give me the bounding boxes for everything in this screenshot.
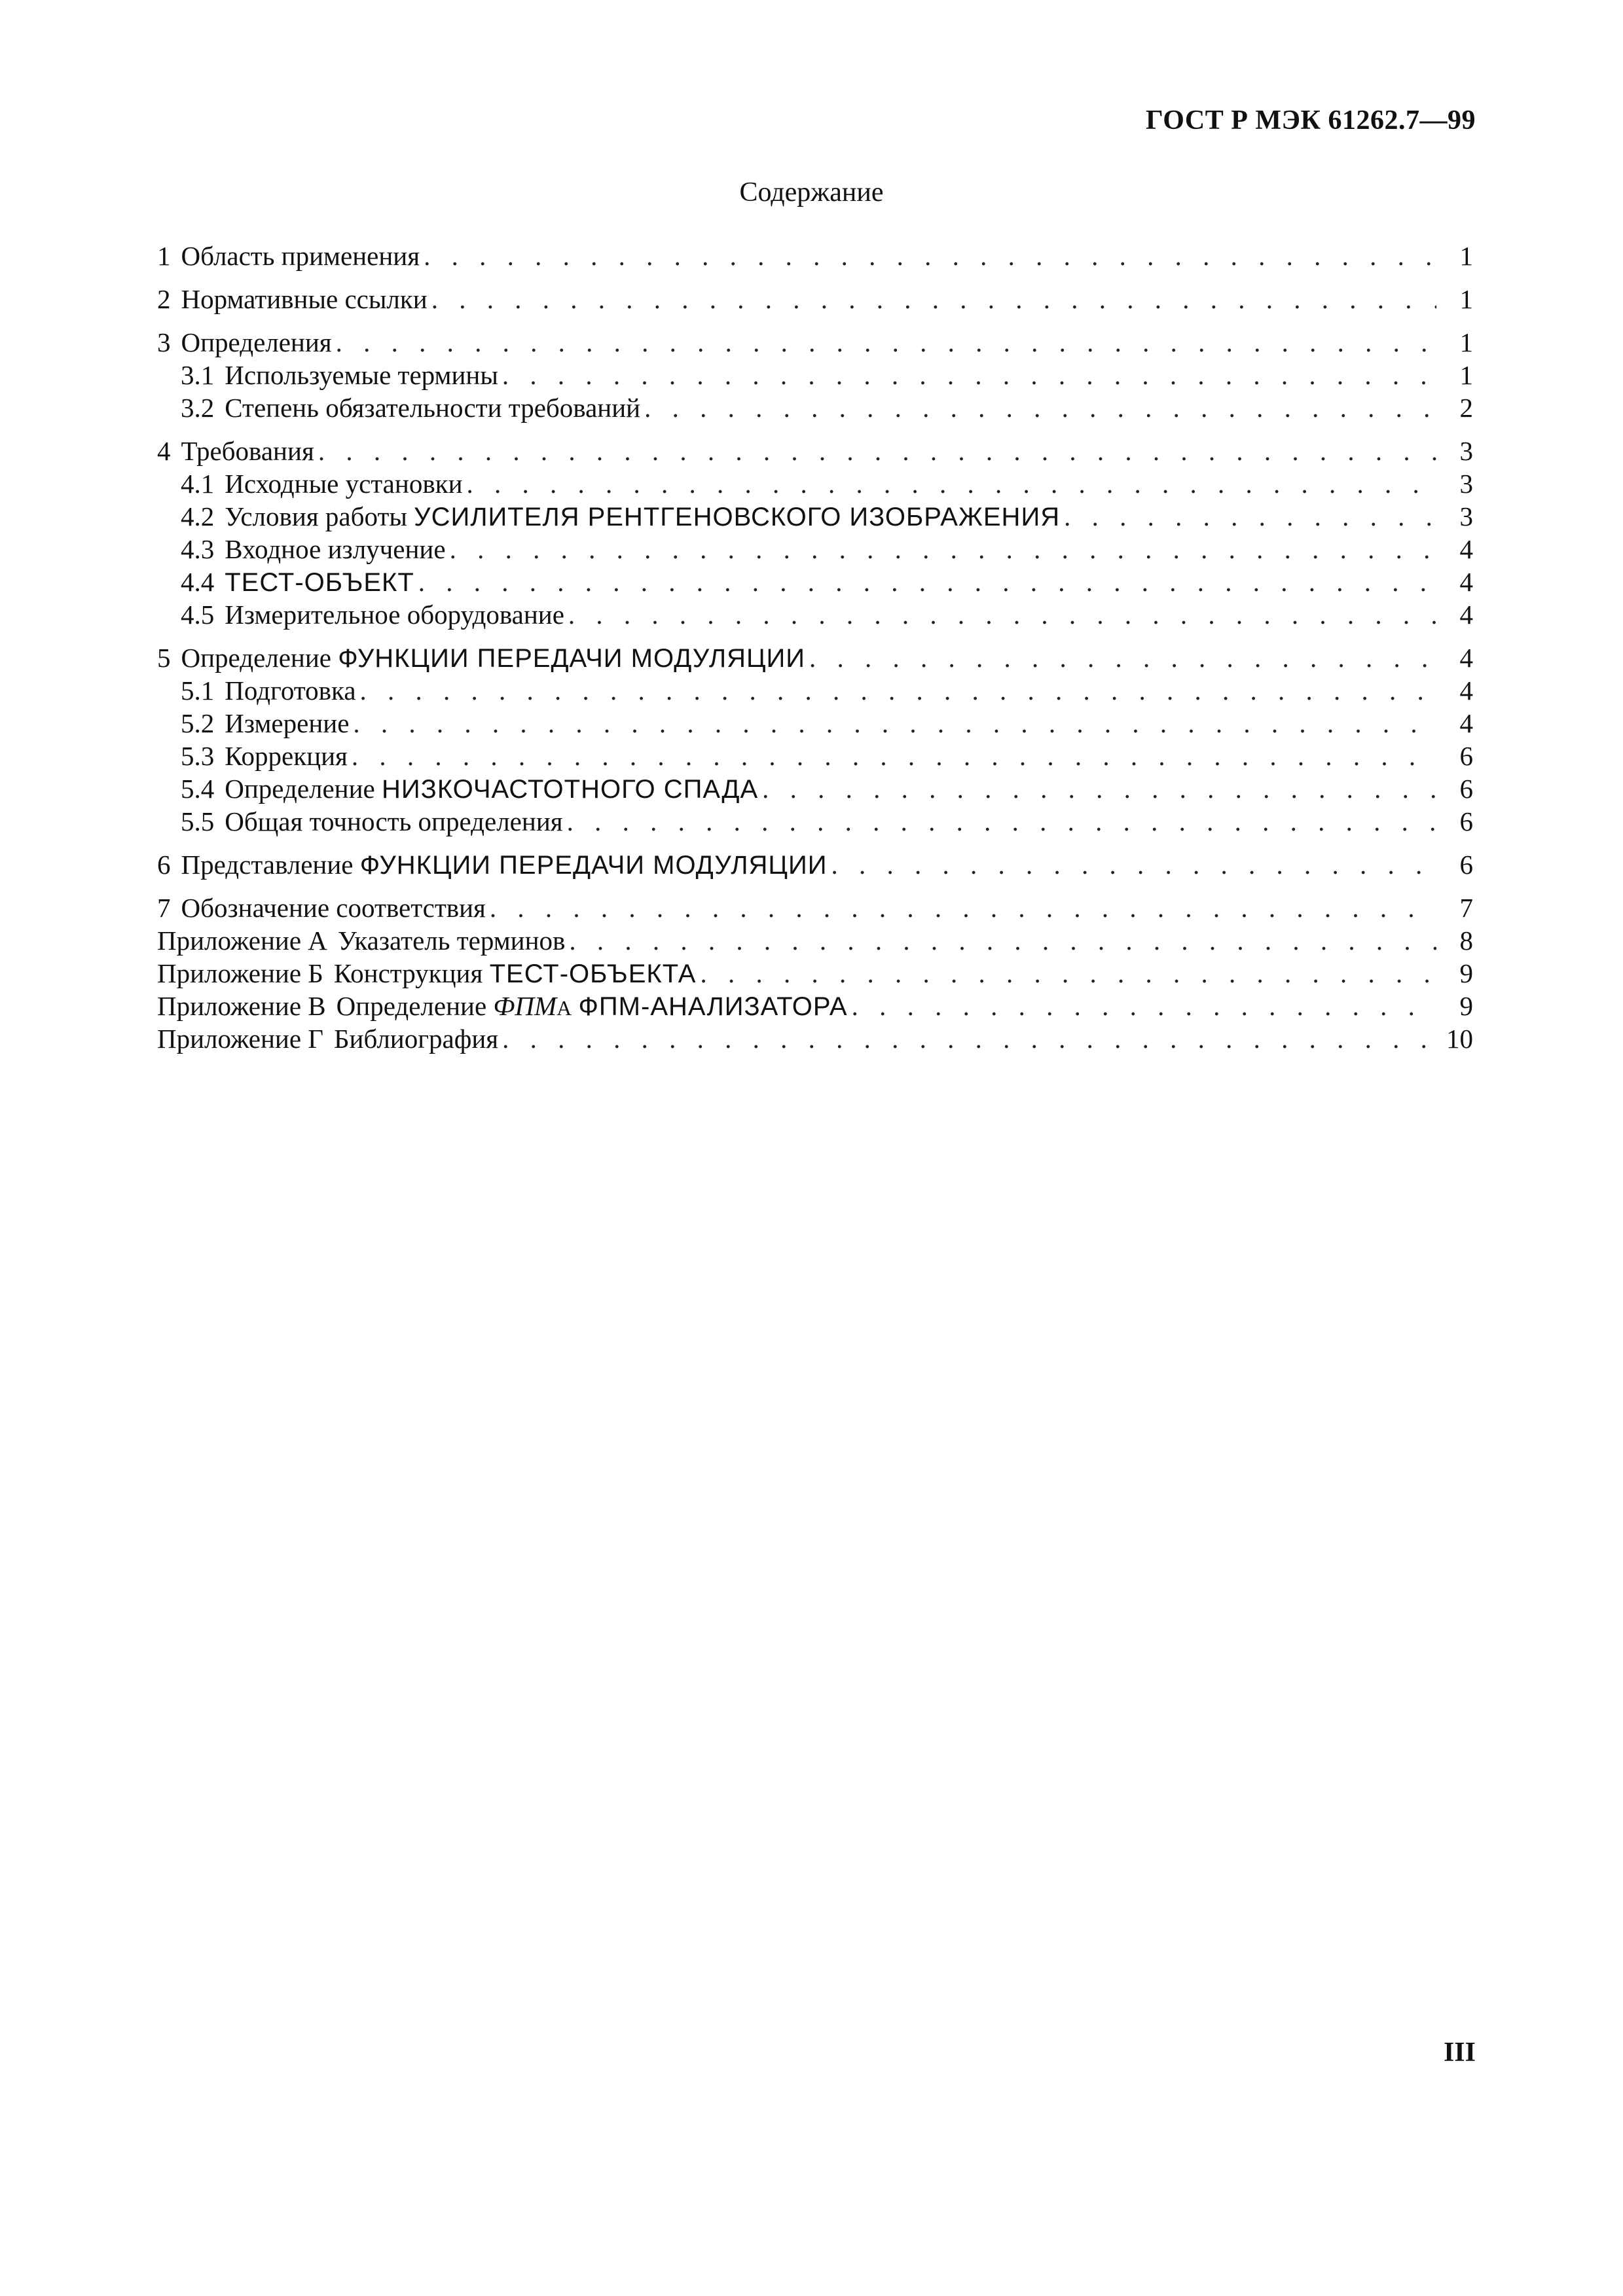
toc-entry-number: 4.4 — [181, 567, 215, 597]
toc-entry-title-prefix: Определение — [336, 991, 487, 1021]
toc-entry-3[interactable] — [157, 326, 1473, 359]
document-code-header: ГОСТ Р МЭК 61262.7—99 — [1146, 105, 1476, 135]
toc-entry-number: 5.1 — [181, 675, 215, 706]
toc-entry-page: 3 — [1459, 469, 1473, 499]
toc-entry-title: Используемые термины — [225, 360, 498, 390]
toc-entry-number: 3.2 — [181, 393, 215, 423]
toc-entry-title: Измерительное оборудование — [225, 600, 564, 630]
toc-entry-title: Указатель терминов — [337, 925, 566, 956]
toc-entry-title-prefix: Определение — [181, 643, 332, 673]
toc-entry-title — [181, 848, 828, 882]
toc-entry-5-2[interactable] — [157, 707, 1473, 740]
toc-leader-dots — [418, 565, 1436, 598]
toc-leader-dots — [644, 391, 1436, 424]
toc-entry-4-4[interactable] — [157, 565, 1473, 598]
toc-leader-dots — [336, 326, 1436, 359]
toc-entry-page: 3 — [1459, 436, 1473, 466]
toc-title: Содержание — [739, 177, 884, 207]
toc-leader-dots — [1064, 500, 1436, 533]
toc-entry-title: Определения — [181, 327, 332, 357]
toc-leader-dots — [762, 772, 1436, 805]
toc-entry-number: 5.2 — [181, 708, 215, 738]
toc-entry-number: 2 — [157, 284, 171, 314]
toc-leader-dots — [490, 891, 1436, 924]
toc-entry-number: 3.1 — [181, 360, 215, 390]
toc-entry-defined-term: ФУНКЦИИ ПЕРЕДАЧИ МОДУЛЯЦИИ — [338, 644, 806, 673]
toc-entry-title: Общая точность определения — [225, 806, 563, 836]
toc-leader-dots — [502, 1022, 1436, 1055]
toc-entry-defined-term: ТЕСТ-ОБЪЕКТ — [225, 568, 414, 597]
toc-entry-page: 9 — [1459, 991, 1473, 1021]
toc-leader-dots — [352, 740, 1436, 772]
toc-entry-number: 5.3 — [181, 741, 215, 771]
toc-entry-3-1[interactable] — [157, 359, 1473, 391]
toc-leader-dots — [700, 957, 1436, 990]
toc-entry-title — [225, 500, 1060, 533]
toc-entry-title-prefix: Условия работы — [225, 501, 407, 531]
toc-entry-title — [181, 641, 806, 675]
toc-entry-5-3[interactable] — [157, 740, 1473, 772]
toc-entry-page: 3 — [1459, 501, 1473, 531]
toc-entry-page: 4 — [1459, 708, 1473, 738]
toc-entry-title — [334, 957, 697, 990]
toc-leader-dots — [450, 533, 1436, 565]
toc-entry-number: 5.4 — [181, 774, 215, 804]
toc-entry-page: 8 — [1459, 925, 1473, 956]
toc-leader-dots — [318, 435, 1436, 467]
toc-entry-title: Коррекция — [225, 741, 348, 771]
toc-entry-title: Обозначение соответствия — [181, 893, 486, 923]
toc-entry-title — [225, 772, 758, 806]
toc-entry-1[interactable] — [157, 240, 1473, 272]
toc-entry-defined-term: НИЗКОЧАСТОТНОГО СПАДА — [382, 775, 759, 804]
toc-entry-page: 4 — [1459, 567, 1473, 597]
toc-leader-dots — [360, 674, 1436, 707]
toc-entry-title-prefix: Представление — [181, 850, 354, 880]
toc-entry-number: Приложение В — [157, 991, 326, 1021]
toc-entry-page: 1 — [1459, 360, 1473, 390]
toc-leader-dots — [353, 707, 1436, 740]
toc-leader-dots — [467, 467, 1436, 500]
toc-entry-page: 6 — [1459, 774, 1473, 804]
toc-entry-5[interactable] — [157, 641, 1473, 674]
toc-entry-title — [337, 990, 848, 1024]
toc-entry-page: 4 — [1459, 600, 1473, 630]
toc-entry-4-1[interactable] — [157, 467, 1473, 500]
toc-entry-page: 4 — [1459, 534, 1473, 564]
toc-leader-dots — [831, 848, 1436, 881]
toc-entry-number: 3 — [157, 327, 171, 357]
toc-entry-title: Исходные установки — [225, 469, 463, 499]
toc-entry-number: 4.3 — [181, 534, 215, 564]
toc-leader-dots — [809, 641, 1436, 674]
toc-entry-7[interactable] — [157, 891, 1473, 924]
toc-entry-title-prefix: Определение — [225, 774, 375, 804]
toc-entry-5-1[interactable] — [157, 674, 1473, 707]
toc-entry-page: 10 — [1446, 1024, 1473, 1054]
toc-entry-page: 1 — [1459, 284, 1473, 314]
toc-leader-dots — [431, 283, 1436, 315]
toc-entry-title-prefix: Конструкция — [333, 958, 483, 988]
toc-entry-page: 4 — [1459, 675, 1473, 706]
toc-entry-page: 6 — [1459, 850, 1473, 880]
toc-entry-title: Измерение — [225, 708, 350, 738]
toc-entry-annex-b[interactable] — [157, 957, 1473, 990]
toc-entry-number: 4.2 — [181, 501, 215, 531]
toc-entry-number: 1 — [157, 241, 171, 271]
toc-entry-title: Область применения — [181, 241, 420, 271]
toc-entry-number: 5 — [157, 643, 171, 673]
toc-entry-number: 4.5 — [181, 600, 215, 630]
toc-leader-dots — [567, 805, 1436, 838]
toc-entry-number: 6 — [157, 850, 171, 880]
toc-entry-number: Приложение Г — [157, 1024, 324, 1054]
toc-entry-page: 4 — [1459, 643, 1473, 673]
toc-entry-annex-a[interactable] — [157, 924, 1473, 957]
toc-entry-number: 4.1 — [181, 469, 215, 499]
toc-entry-page: 1 — [1459, 327, 1473, 357]
toc-leader-dots — [852, 990, 1436, 1022]
toc-entry-page: 9 — [1459, 958, 1473, 988]
toc-entry-number: Приложение Б — [157, 958, 323, 988]
toc-entry-symbol: ФПМ — [493, 991, 557, 1021]
toc-entry-defined-term: ФУНКЦИИ ПЕРЕДАЧИ МОДУЛЯЦИИ — [359, 851, 828, 880]
toc-entry-4[interactable] — [157, 435, 1473, 467]
toc-entry-title: Степень обязательности требований — [225, 393, 641, 423]
table-of-contents — [157, 240, 1473, 1055]
toc-entry-page: 7 — [1459, 893, 1473, 923]
toc-entry-annex-g[interactable] — [157, 1022, 1473, 1055]
toc-entry-symbol-subscript: А — [556, 996, 572, 1020]
toc-entry-title: Библиография — [334, 1024, 499, 1054]
toc-leader-dots — [502, 359, 1436, 391]
toc-entry-page: 6 — [1459, 741, 1473, 771]
toc-entry-title: Подготовка — [225, 675, 356, 706]
page-number: III — [1443, 2037, 1476, 2068]
toc-entry-4-3[interactable] — [157, 533, 1473, 565]
toc-entry-5-5[interactable] — [157, 805, 1473, 838]
toc-entry-title: Требования — [181, 436, 314, 466]
toc-entry-number: Приложение А — [157, 925, 327, 956]
toc-entry-annex-v[interactable] — [157, 990, 1473, 1022]
toc-leader-dots — [568, 598, 1436, 631]
toc-leader-dots — [569, 924, 1436, 957]
toc-entry-6[interactable] — [157, 848, 1473, 881]
toc-entry-number: 5.5 — [181, 806, 215, 836]
toc-entry-5-4[interactable] — [157, 772, 1473, 805]
toc-entry-defined-term: ФПМ-АНАЛИЗАТОРА — [578, 992, 848, 1021]
toc-entry-number: 7 — [157, 893, 171, 923]
toc-entry-2[interactable] — [157, 283, 1473, 315]
toc-entry-title: Входное излучение — [225, 534, 446, 564]
toc-entry-page: 1 — [1459, 241, 1473, 271]
toc-entry-number: 4 — [157, 436, 171, 466]
toc-entry-3-2[interactable] — [157, 391, 1473, 424]
toc-entry-page: 6 — [1459, 806, 1473, 836]
toc-leader-dots — [424, 240, 1436, 272]
toc-entry-defined-term: УСИЛИТЕЛЯ РЕНТГЕНОВСКОГО ИЗОБРАЖЕНИЯ — [414, 503, 1061, 531]
toc-entry-defined-term: ТЕСТ-ОБЪЕКТА — [489, 960, 697, 988]
toc-entry-4-2[interactable] — [157, 500, 1473, 533]
toc-entry-page: 2 — [1459, 393, 1473, 423]
toc-entry-4-5[interactable] — [157, 598, 1473, 631]
toc-entry-title: Нормативные ссылки — [181, 284, 428, 314]
